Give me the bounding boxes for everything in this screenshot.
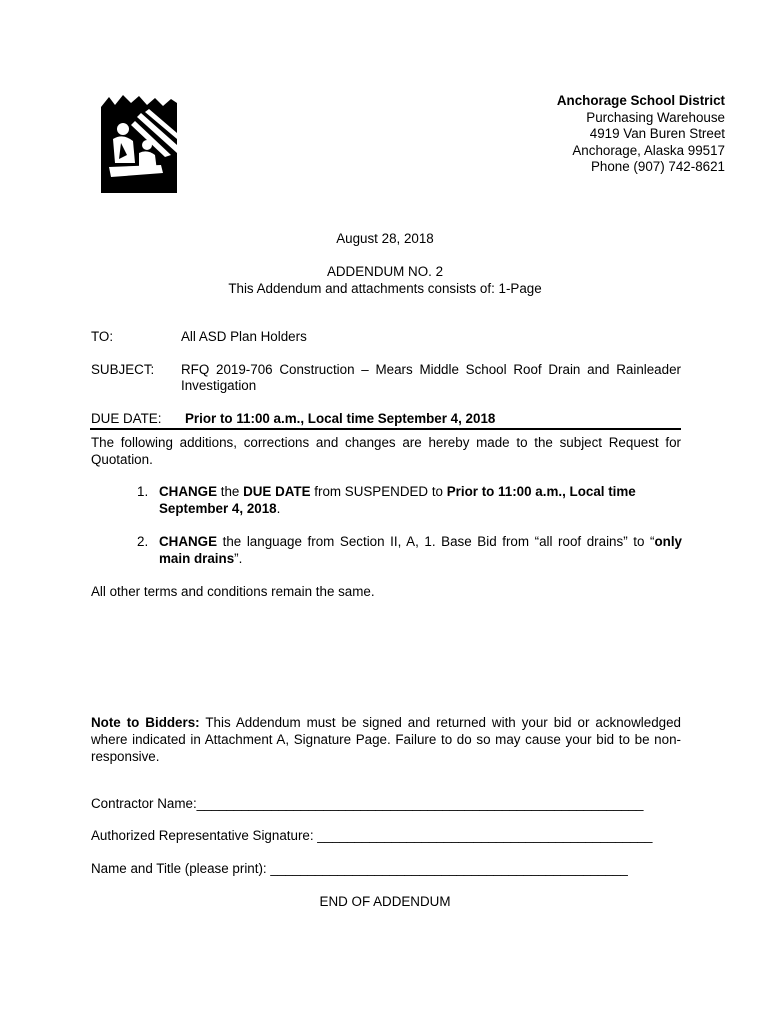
due-date-label: DUE DATE: xyxy=(91,411,162,426)
org-address-block xyxy=(557,93,725,176)
due-date-value: Prior to 11:00 a.m., Local time September 4, 2018 xyxy=(185,411,496,426)
addendum-title: ADDENDUM NO. 2 xyxy=(326,264,444,279)
end-of-addendum: END OF ADDENDUM xyxy=(319,894,451,909)
org-name: Anchorage School District xyxy=(556,93,725,108)
change-item xyxy=(137,533,682,567)
name-title-field[interactable]: Name and Title (please print): ________________________________________________ xyxy=(91,861,628,876)
subject-value-line2: Investigation xyxy=(181,378,257,393)
contractor-name-field[interactable]: Contractor Name:____________________________________________________________ xyxy=(91,796,644,811)
district-logo xyxy=(101,93,177,193)
note-to-bidders xyxy=(91,714,681,765)
document-date: August 28, 2018 xyxy=(336,231,434,246)
org-department: Purchasing Warehouse xyxy=(586,109,725,125)
subject-value-line1: RFQ 2019-706 Construction – Mears Middle School Roof Drain and Rainleader xyxy=(181,362,681,377)
change-number: 2. xyxy=(137,534,149,549)
divider xyxy=(90,428,681,430)
intro-paragraph: The following additions, corrections and changes are hereby made to the subject Request for Quotation. xyxy=(91,435,681,467)
note-label: Note to Bidders: xyxy=(91,715,200,730)
change-text: CHANGE the DUE DATE from SUSPENDED to Prior to 11:00 a.m., Local time September 4, 2018. xyxy=(159,484,636,516)
org-city: Anchorage, Alaska 99517 xyxy=(572,142,725,158)
change-item xyxy=(137,483,682,517)
change-number: 1. xyxy=(137,484,149,499)
authorized-signature-field[interactable]: Authorized Representative Signature: _____________________________________________ xyxy=(91,828,653,843)
org-street: 4919 Van Buren Street xyxy=(589,126,725,141)
org-phone: Phone (907) 742-8621 xyxy=(590,159,725,174)
change-text: CHANGE the language from Section II, A, 1. Base Bid from “all roof drains” to “only main drains”. xyxy=(159,534,682,566)
note-text: This Addendum must be signed and returned with your bid or acknowledged where indicated in Attachment A, Signature Page. Failure to do so may cause your bid to be non-responsive. xyxy=(91,715,681,764)
to-label: TO: xyxy=(91,329,114,344)
addendum-subtitle: This Addendum and attachments consists of: 1-Page xyxy=(228,281,542,296)
to-value: All ASD Plan Holders xyxy=(181,329,307,344)
closing-paragraph: All other terms and conditions remain the same. xyxy=(91,584,375,599)
subject-label: SUBJECT: xyxy=(91,362,155,377)
